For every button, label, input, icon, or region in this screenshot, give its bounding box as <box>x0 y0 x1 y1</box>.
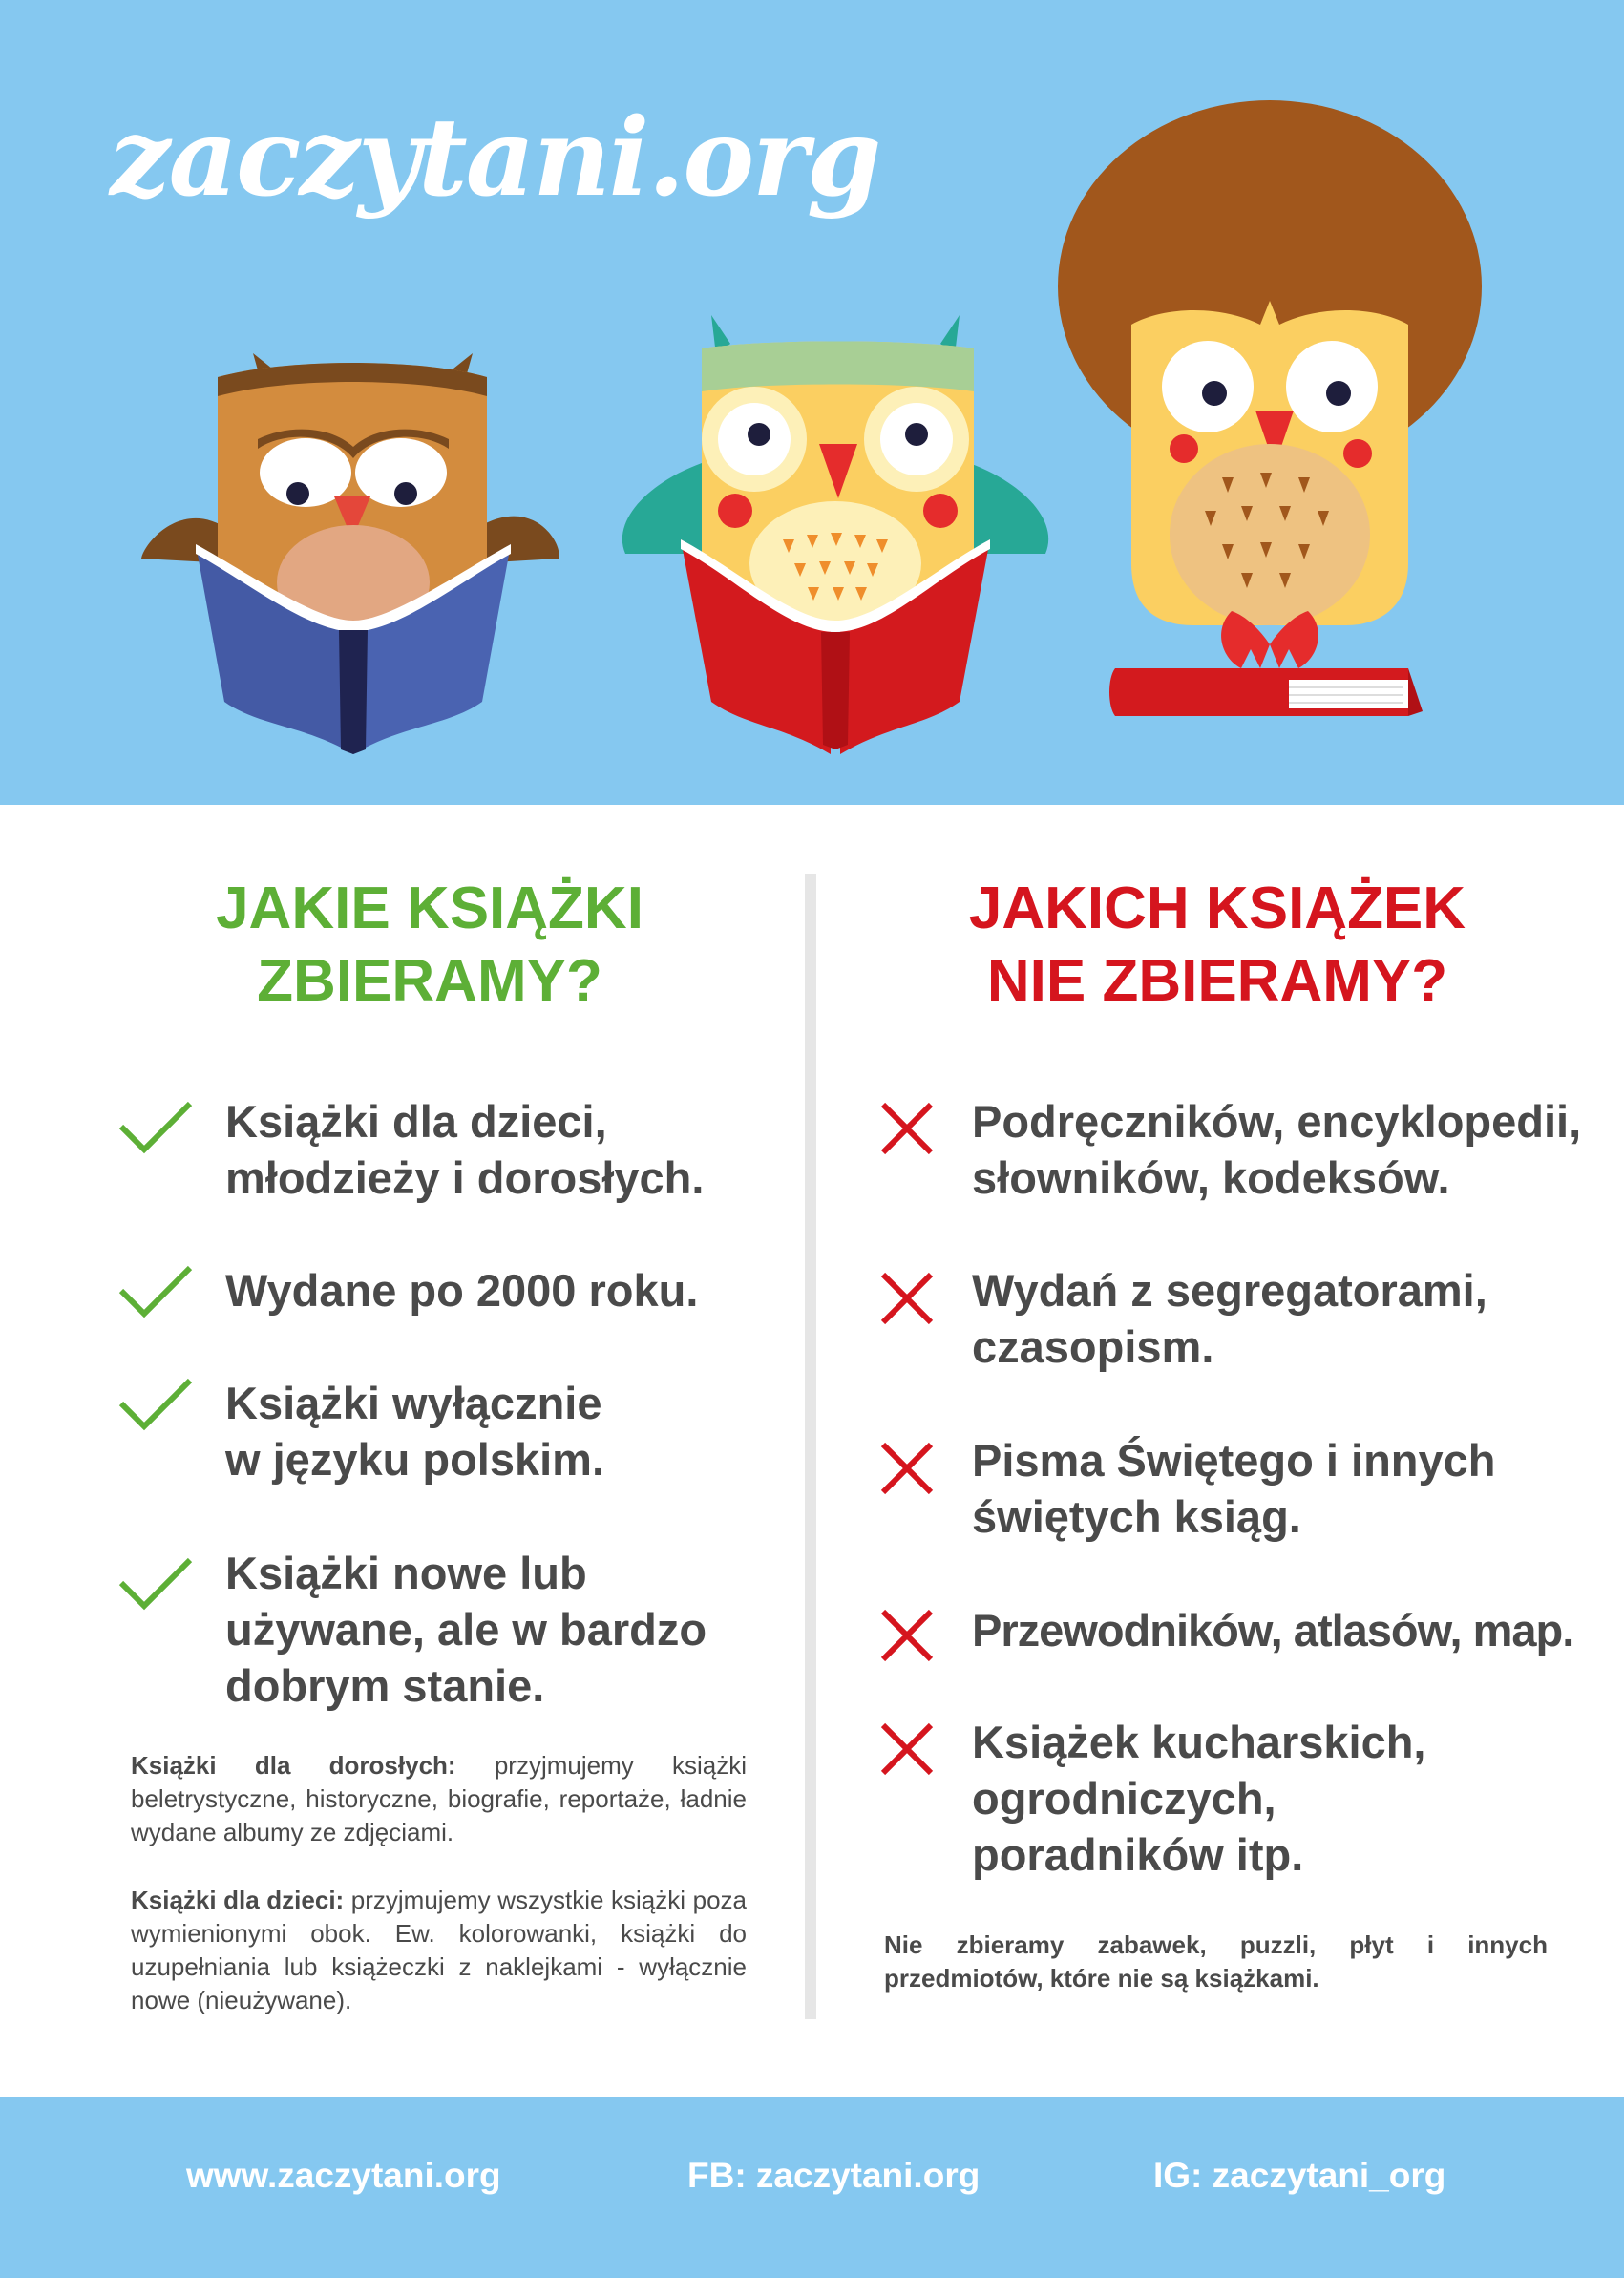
website-link[interactable]: www.zaczytani.org <box>186 2156 501 2195</box>
check-icon <box>117 1554 194 1612</box>
cross-icon <box>878 1270 936 1327</box>
rejected-item: Podręczników, encyklopedii, słowników, kodeksów. <box>972 1096 1582 1203</box>
accepted-item: Wydane po 2000 roku. <box>225 1265 699 1316</box>
adult-books-note: Książki dla dorosłych: przyjmujemy książki beletrystyczne, historyczne, biografie, reportaże, ładnie wydane albumy ze zdjęciami. <box>131 1751 747 1846</box>
column-divider <box>805 874 816 2019</box>
rejected-item: Przewodników, atlasów, map. <box>972 1605 1574 1656</box>
cross-icon <box>878 1720 936 1778</box>
check-icon <box>117 1375 194 1432</box>
check-icon <box>117 1098 194 1155</box>
rejected-item: Wydań z segregatorami, czasopism. <box>972 1265 1487 1372</box>
rejected-books-title: JAKICH KSIĄŻEK NIE ZBIERAMY? <box>968 875 1466 1014</box>
cross-icon <box>878 1440 936 1497</box>
check-icon <box>117 1262 194 1319</box>
owls-illustration <box>0 0 1624 805</box>
rejected-item: Książek kucharskich, ogrodniczych, poradników itp. <box>972 1717 1426 1880</box>
children-books-note: Książki dla dzieci: przyjmujemy wszystkie książki poza wymienionymi obok. Ew. kolorowanki, książki do uzupełniania lub książeczki z naklejkami - wyłącznie nowe (nieużywane). <box>131 1886 747 2014</box>
instagram-link[interactable]: IG: zaczytani_org <box>1153 2156 1446 2195</box>
rejected-item: Pisma Świętego i innych świętych ksiąg. <box>972 1435 1496 1542</box>
accepted-item: Książki dla dzieci, młodzieży i dorosłych. <box>225 1096 705 1203</box>
yellow-owl-icon <box>622 315 1048 754</box>
accepted-item: Książki nowe lub używane, ale w bardzo dobrym stanie. <box>225 1548 707 1711</box>
cross-icon <box>878 1607 936 1664</box>
accepted-books-title: JAKIE KSIĄŻKI ZBIERAMY? <box>216 875 643 1014</box>
logo: zaczytani.org <box>110 95 880 221</box>
bighair-owl-icon <box>1058 100 1482 716</box>
accepted-item: Książki wyłącznie w języku polskim. <box>225 1378 605 1485</box>
facebook-link[interactable]: FB: zaczytani.org <box>687 2156 981 2195</box>
other-items-note: Nie zbieramy zabawek, puzzli, płyt i innych przedmiotów, które nie są książkami. <box>884 1930 1548 1993</box>
cross-icon <box>878 1100 936 1157</box>
brown-owl-icon <box>141 353 559 754</box>
